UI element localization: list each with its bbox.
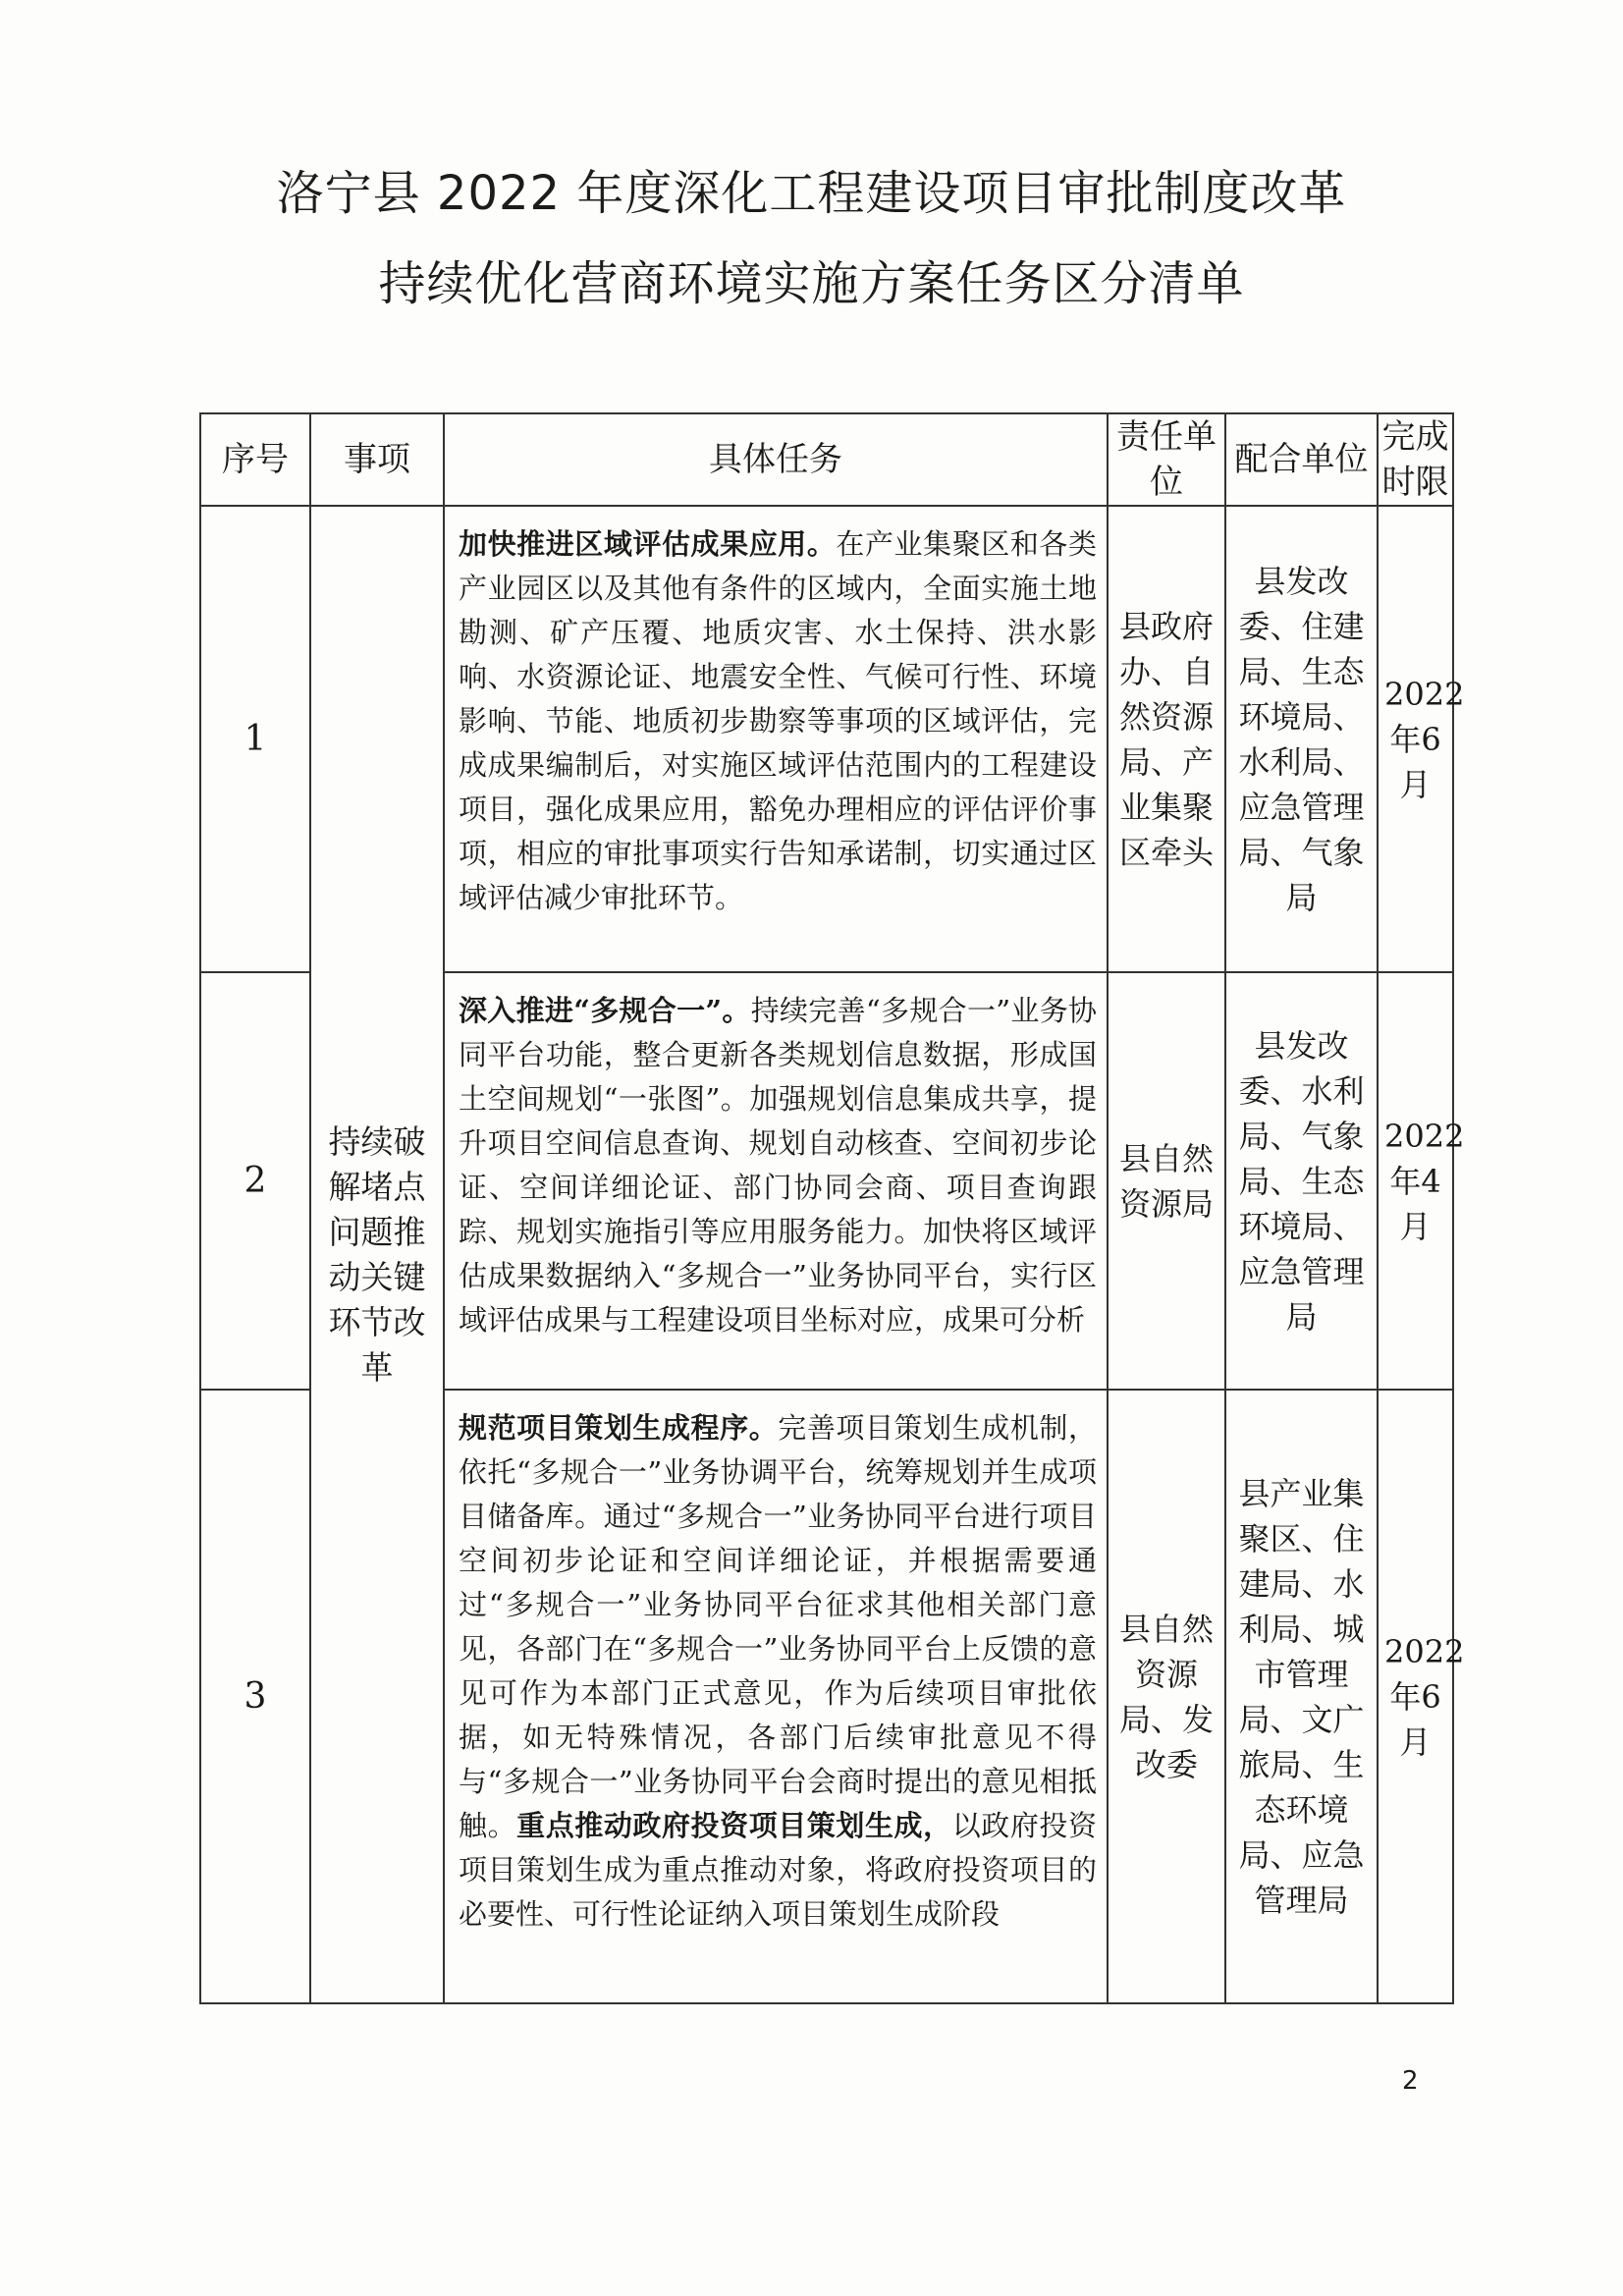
document-title-line1: 洛宁县 2022 年度深化工程建设项目审批制度改革 (276, 166, 1347, 221)
row-no: 3 (200, 1390, 310, 2003)
cooperating-unit: 县发改委、水利局、气象局、生态环境局、应急管理局 (1225, 972, 1378, 1390)
matter-cell: 持续破解堵点问题推动关键环节改革 (310, 506, 444, 2003)
task-cell (444, 1390, 1108, 2003)
deadline: 2022年6月 (1378, 506, 1453, 972)
header-matter: 事项 (310, 413, 444, 506)
deadline: 2022年6月 (1378, 1390, 1453, 2003)
task-body-2: 以政府投资项目策划生成为重点推动对象，将政府投资项目的必要性、可行性论证纳入项目策划生成阶段 (459, 1809, 1097, 1931)
task-lead: 加快推进区域评估成果应用。 (459, 527, 837, 561)
page-number: 2 (1402, 2066, 1419, 2096)
header-unit: 责任单位 (1108, 413, 1225, 506)
deadline: 2022年4月 (1378, 972, 1453, 1390)
header-task: 具体任务 (444, 413, 1108, 506)
task-body: 完善项目策划生成机制，依托“多规合一”业务协调平台，统筹规划并生成项目储备库。通过“多规合一”业务协同平台进行项目空间初步论证和空间详细论证，并根据需要通过“多规合一”业务协同平台征求其他相关部门意见，各部门在“多规合一”业务协同平台上反馈的意见可作为本部门正式意见，作为后续项目审批依据，如无特殊情况，各部门后续审批意见不得与“多规合一”业务协同平台会商时提出的意见相抵触。 (459, 1411, 1097, 1842)
task-lead-2: 重点推动政府投资项目策划生成， (516, 1809, 952, 1842)
responsible-unit: 县自然资源局 (1108, 972, 1225, 1390)
responsible-unit: 县自然资源局、发改委 (1108, 1390, 1225, 2003)
task-lead: 规范项目策划生成程序。 (459, 1411, 779, 1445)
row-no: 2 (200, 972, 310, 1390)
cooperating-unit: 县产业集聚区、住建局、水利局、城市管理局、文广旅局、生态环境局、应急管理局 (1225, 1390, 1378, 2003)
task-table (199, 412, 1465, 2004)
header-no: 序号 (200, 413, 310, 506)
table-row (200, 506, 1453, 972)
header-coop: 配合单位 (1225, 413, 1378, 506)
task-body: 持续完善“多规合一”业务协同平台功能，整合更新各类规划信息数据，形成国土空间规划“一张图”。加强规划信息集成共享，提升项目空间信息查询、规划自动核查、空间初步论证、空间详细论证、部门协同会商、项目查询跟踪、规划实施指引等应用服务能力。加快将区域评估成果数据纳入“多规合一”业务协同平台，实行区域评估成果与工程建设项目坐标对应，成果可分析 (459, 994, 1097, 1337)
task-lead: 深入推进“多规合一”。 (459, 994, 751, 1027)
cooperating-unit: 县发改委、住建局、生态环境局、水利局、应急管理局、气象局 (1225, 506, 1378, 972)
task-cell (444, 506, 1108, 972)
task-body: 在产业集聚区和各类产业园区以及其他有条件的区域内，全面实施土地勘测、矿产压覆、地质灾害、水土保持、洪水影响、水资源论证、地震安全性、气候可行性、环境影响、节能、地质初步勘察等事项的区域评估，完成成果编制后，对实施区域评估范围内的工程建设项目，强化成果应用，豁免办理相应的评估评价事项，相应的审批事项实行告知承诺制，切实通过区域评估减少审批环节。 (459, 527, 1097, 914)
table-header-row (200, 413, 1453, 506)
responsible-unit: 县政府办、自然资源局、产业集聚区牵头 (1108, 506, 1225, 972)
row-no: 1 (200, 506, 310, 972)
header-time: 完成时限 (1378, 413, 1453, 506)
document-title-line2: 持续优化营商环境实施方案任务区分清单 (378, 256, 1245, 311)
task-cell (444, 972, 1108, 1390)
